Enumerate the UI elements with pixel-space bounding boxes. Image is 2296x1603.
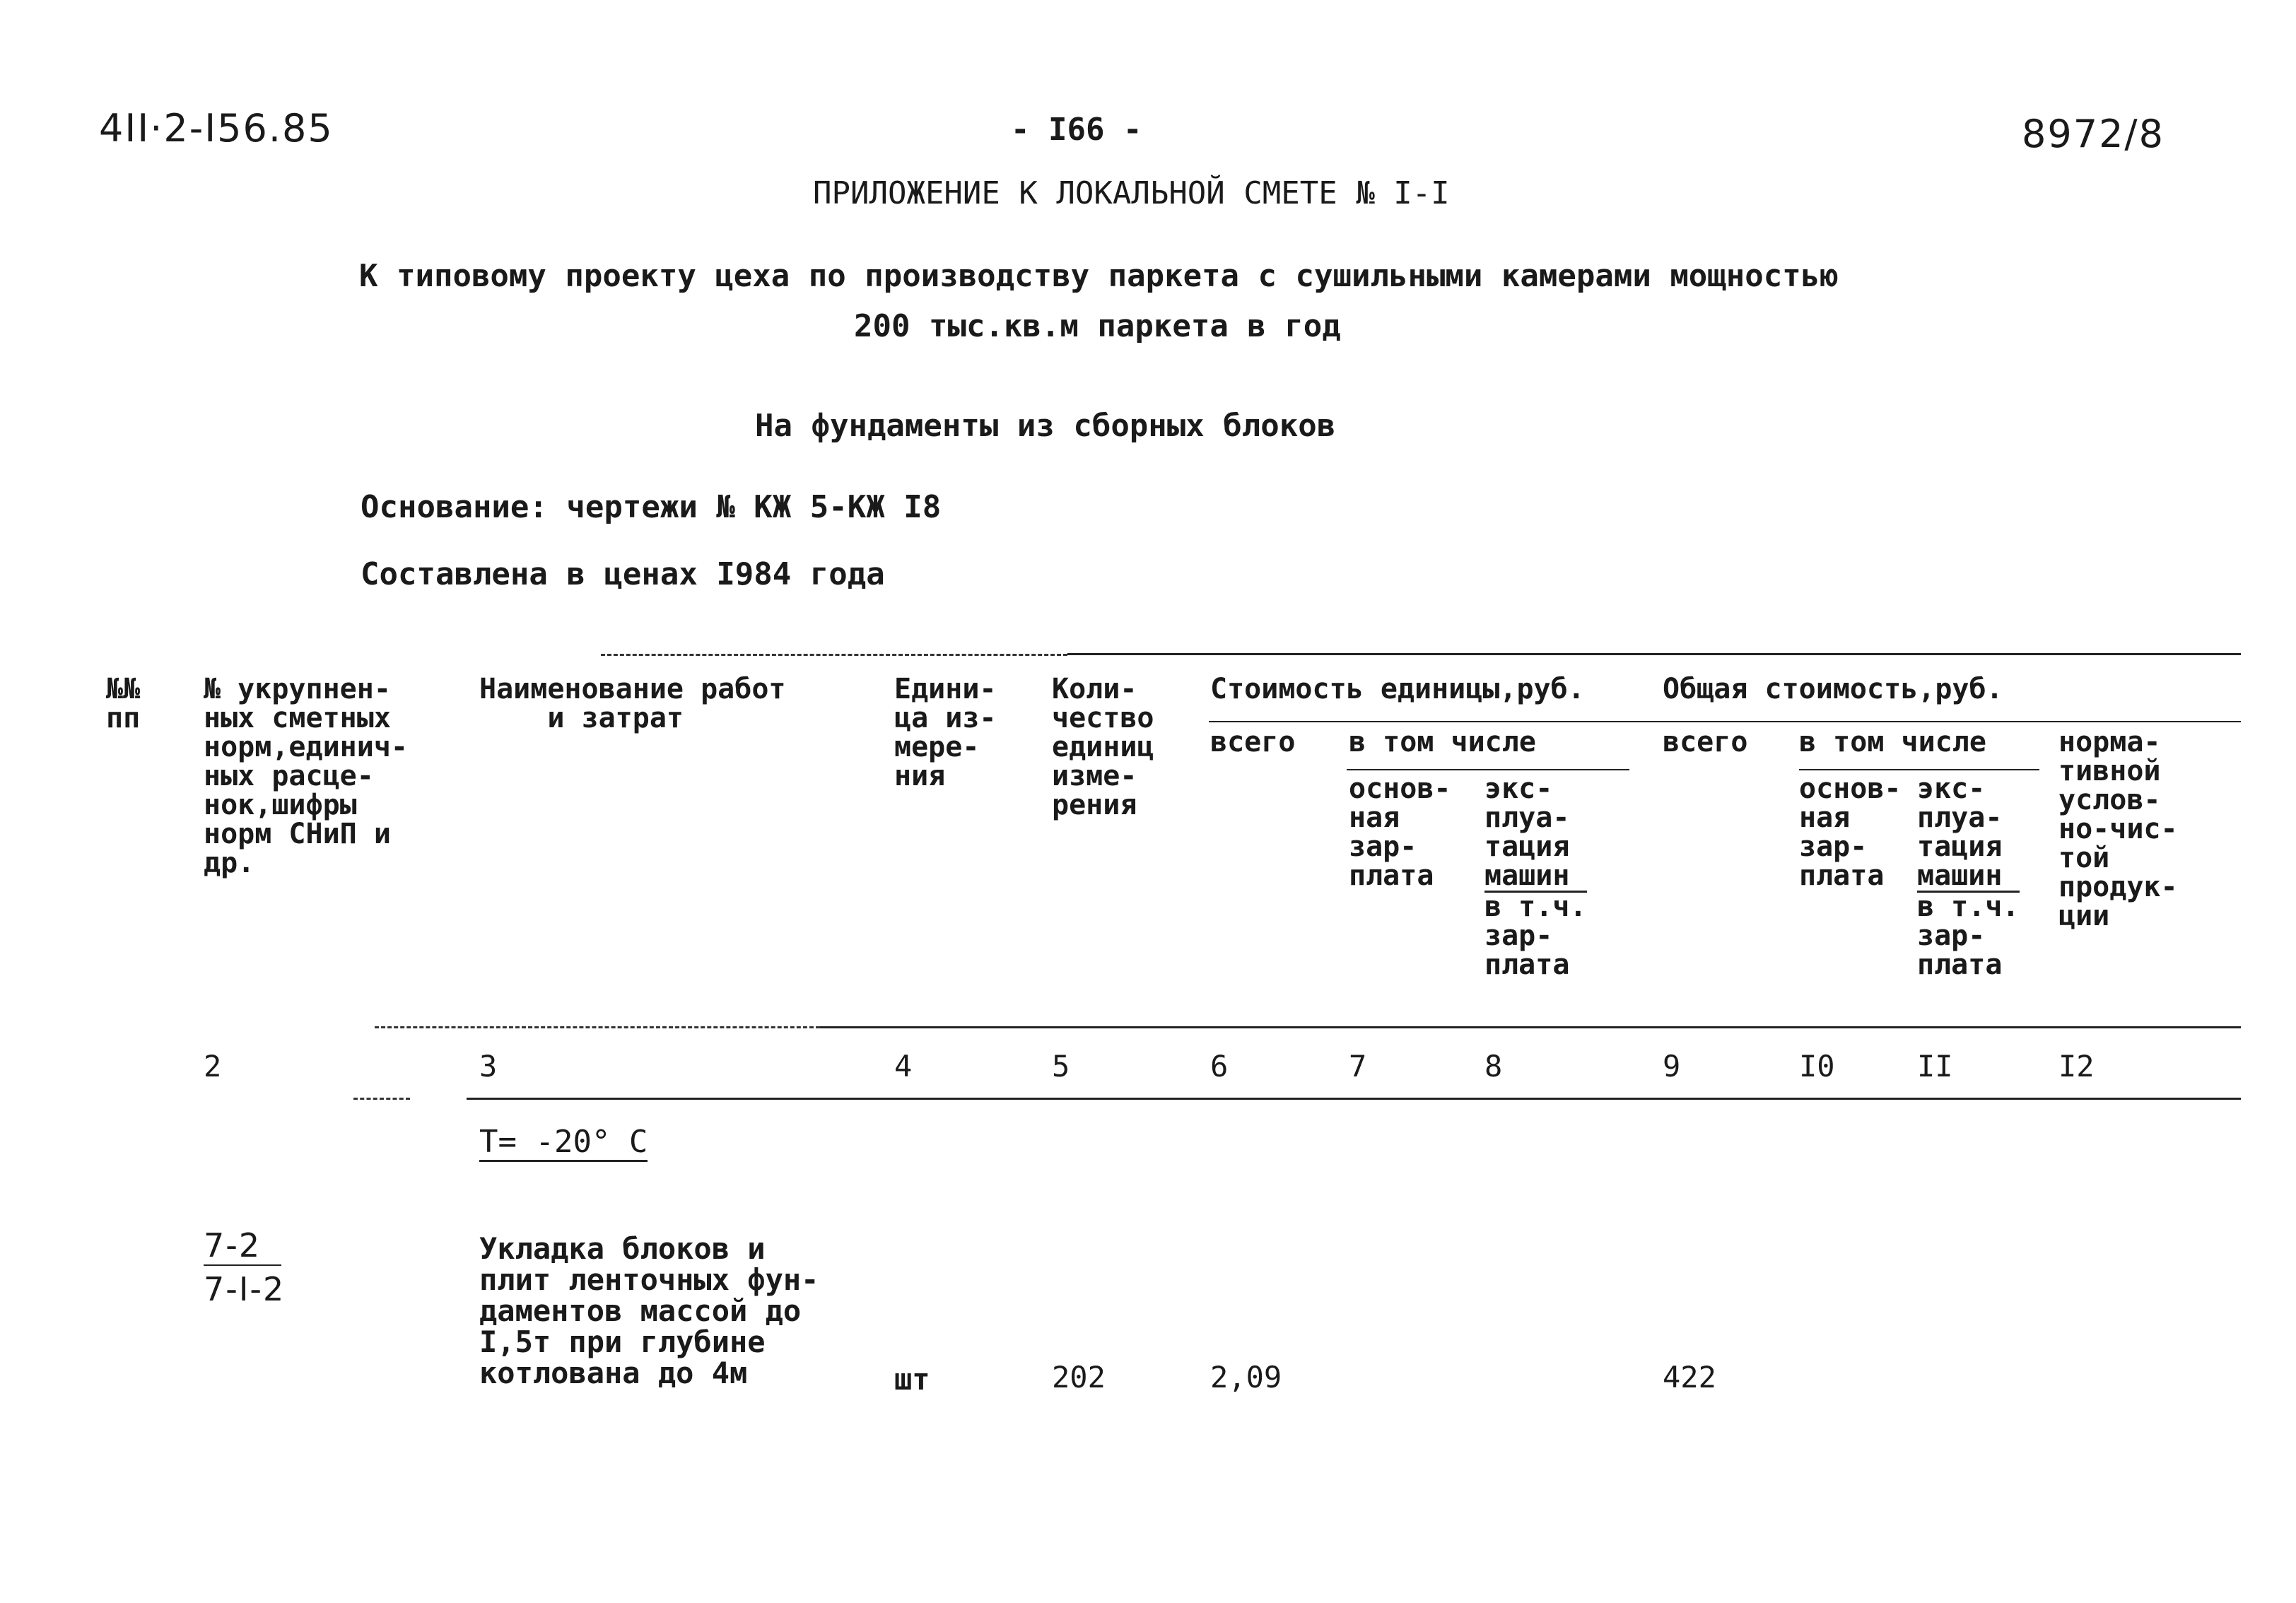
- column-number: 3: [479, 1049, 498, 1084]
- row-quantity: 202: [1052, 1360, 1106, 1394]
- row-work-name: Укладка блоков и плит ленточных фун- даментов массой до I,5т при глубине котлована до 4м: [479, 1231, 819, 1390]
- total-cost-total-header: всего: [1663, 726, 1748, 758]
- column-number: 7: [1349, 1049, 1367, 1084]
- total-cost-machine-label: экс- плуа- тация машин: [1917, 775, 2020, 893]
- row-unit-cost-total: 2,09: [1210, 1360, 1282, 1394]
- column-number: 6: [1210, 1049, 1229, 1084]
- unit-cost-total-header: всего: [1210, 726, 1296, 758]
- section-heading: На фундаменты из сборных блоков: [755, 408, 1336, 444]
- total-cost-wage-header: основ- ная зар- плата: [1799, 773, 1902, 892]
- temperature-note-text: Т= -20° С: [479, 1124, 648, 1162]
- project-code: 4II·2-I56.85: [99, 106, 334, 151]
- column-number: 2: [204, 1049, 222, 1084]
- unit-cost-machine-label: экс- плуа- тация машин: [1484, 775, 1587, 893]
- unit-cost-incl-header: в том числе: [1349, 726, 1536, 758]
- column-number: II: [1917, 1049, 1953, 1084]
- unit-cost-wage-header: основ- ная зар- плата: [1349, 773, 1451, 892]
- col-header-normative-output: норма- тивной услов- но-чис- той продук- ции: [2058, 726, 2178, 932]
- total-cost-machine-wage-label: в т.ч. зар- плата: [1917, 891, 2020, 981]
- header-bottom-rule: [820, 1026, 2241, 1028]
- column-number: 4: [894, 1049, 913, 1084]
- basis-line: Основание: чертежи № КЖ 5-КЖ I8: [361, 489, 942, 525]
- col-header-row-number: №№ пп: [106, 673, 141, 734]
- row-code-top: 7-2: [204, 1226, 281, 1266]
- row-code-bottom: 7-I-2: [204, 1270, 286, 1308]
- col-header-norm-code: № укрупнен- ных сметных норм,единич- ных расце- нок,шифры норм СНиП и др.: [204, 673, 408, 879]
- unit-subgroup-rule: [1347, 769, 1629, 770]
- header-bottom-rule-dashed: [375, 1026, 820, 1028]
- column-number: 9: [1663, 1049, 1681, 1084]
- column-number: 5: [1052, 1049, 1070, 1084]
- subtitle-line-1: К типовому проекту цеха по производству паркета с сушильными камерами мощностью: [359, 258, 1839, 294]
- row-unit: шт: [894, 1362, 930, 1397]
- table-top-rule: [1067, 653, 2241, 655]
- column-number: I2: [2058, 1049, 2095, 1084]
- table-top-rule-dashed: [601, 654, 1067, 656]
- unit-cost-machine-wage-label: в т.ч. зар- плата: [1484, 891, 1587, 981]
- row-code: [204, 1226, 285, 1308]
- total-cost-machine-header: [1917, 775, 2020, 980]
- total-cost-group-header: Общая стоимость,руб.: [1663, 673, 2003, 705]
- column-number: 8: [1484, 1049, 1503, 1084]
- subtitle-line-2: 200 тыс.кв.м паркета в год: [854, 308, 1341, 344]
- unit-cost-group-header: Стоимость единицы,руб.: [1210, 673, 1585, 705]
- numbers-rule: [467, 1098, 2241, 1100]
- col-header-unit: Едини- ца из- мере- ния: [894, 673, 997, 792]
- prices-line: Составлена в ценах I984 года: [361, 556, 885, 592]
- col-header-work-name: Наименование работ и затрат: [479, 673, 786, 734]
- numbers-rule-dashed: [353, 1098, 410, 1100]
- row-total-cost: 422: [1663, 1360, 1716, 1394]
- sheet-code: 8972/8: [2022, 112, 2165, 156]
- temperature-note: [479, 1124, 648, 1162]
- group-header-rule: [1209, 721, 2241, 722]
- total-cost-incl-header: в том числе: [1799, 726, 1986, 758]
- page-number: - I66 -: [1011, 112, 1142, 148]
- total-subgroup-rule: [1799, 769, 2039, 770]
- document-title: ПРИЛОЖЕНИЕ К ЛОКАЛЬНОЙ СМЕТЕ № I-I: [813, 175, 1450, 211]
- unit-cost-machine-header: [1484, 775, 1587, 980]
- column-number: I0: [1799, 1049, 1835, 1084]
- col-header-quantity: Коли- чество единиц изме- рения: [1052, 673, 1154, 821]
